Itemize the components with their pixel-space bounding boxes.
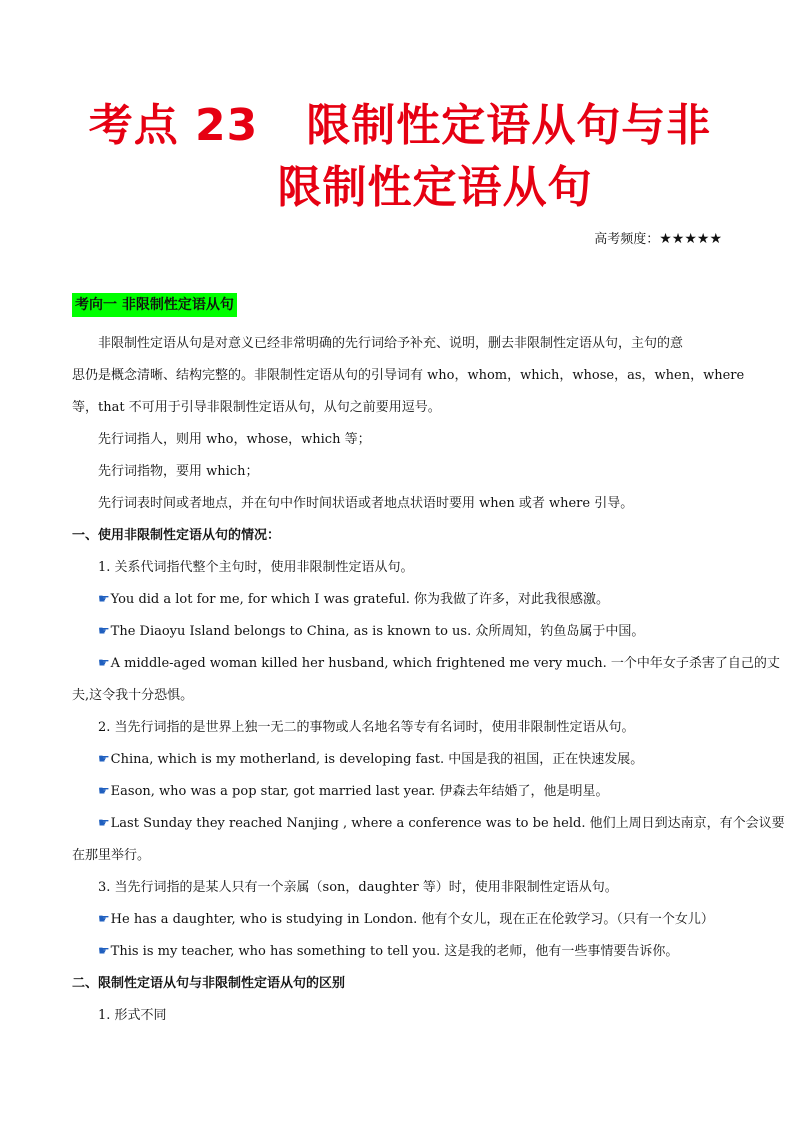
pointing-hand-icon: ☛	[98, 816, 110, 831]
pointing-hand-icon: ☛	[98, 656, 110, 671]
exam-frequency	[594, 228, 722, 247]
pointing-hand-icon: ☛	[98, 624, 110, 639]
case-item: 2. 当先行词指的是世界上独一无二的事物或人名地名等专有名词时，使用非限制性定语从句。	[98, 720, 635, 735]
example-text: Eason, who was a pop star, got married last year. 伊森去年结婚了，他是明星。	[110, 784, 609, 799]
example-text: This is my teacher, who has something to tell you. 这是我的老师，他有一些事情要告诉你。	[110, 944, 679, 959]
example-line	[72, 808, 785, 840]
example-line	[72, 648, 780, 680]
example-line	[72, 936, 724, 968]
title-label: 考点 23	[88, 100, 259, 151]
example-line	[72, 776, 724, 808]
pointing-hand-icon: ☛	[98, 752, 110, 767]
example-text: Last Sunday they reached Nanjing , where a conference was to be held. 他们上周日到达南京，有个会议要	[110, 816, 785, 831]
paragraph: 先行词表时间或者地点，并在句中作时间状语或者地点状语时要用 when 或者 where 引导。	[98, 496, 634, 511]
example-text: The Diaoyu Island belongs to China, as is known to us. 众所周知，钓鱼岛属于中国。	[110, 624, 645, 639]
example-continuation: 夫,这令我十分恐惧。	[72, 688, 194, 703]
pointing-hand-icon: ☛	[98, 944, 110, 959]
star-rating-icon: ★★★★★	[659, 231, 722, 247]
example-text: He has a daughter, who is studying in London. 他有个女儿，现在正在伦敦学习。（只有一个女儿）	[110, 912, 714, 927]
example-text: China, which is my motherland, is developing fast. 中国是我的祖国，正在快速发展。	[110, 752, 644, 767]
part1-heading: 一、使用非限制性定语从句的情况：	[72, 528, 281, 543]
paragraph-line: 非限制性定语从句是对意义已经非常明确的先行词给予补充、说明，删去非限制性定语从句，主句的意	[98, 336, 684, 351]
section-heading: 考向一 非限制性定语从句	[72, 293, 237, 317]
example-continuation: 在那里举行。	[72, 848, 151, 863]
paragraph-line: 等，that 不可用于引导非限制性定语从句，从句之前要用逗号。	[72, 400, 441, 415]
paragraph-line: 思仍是概念清晰、结构完整的。非限制性定语从句的引导词有 who，whom，which，whose，as，when，where	[72, 368, 745, 383]
frequency-label: 高考频度：	[594, 232, 660, 247]
pointing-hand-icon: ☛	[98, 784, 110, 799]
example-line	[72, 584, 724, 616]
case-item: 3. 当先行词指的是某人只有一个亲属（son，daughter 等）时，使用非限制性定语从句。	[98, 880, 618, 895]
page-title-line-1	[70, 100, 730, 151]
example-text: You did a lot for me, for which I was grateful. 你为我做了许多，对此我很感激。	[110, 592, 610, 607]
example-text: A middle-aged woman killed her husband, which frightened me very much. 一个中年女子杀害了自己的丈	[110, 656, 780, 671]
pointing-hand-icon: ☛	[98, 912, 110, 927]
part2-heading: 二、限制性定语从句与非限制性定语从句的区别	[72, 976, 346, 991]
title-text-1: 限制性定语从句与非	[306, 100, 712, 151]
part2-item: 1. 形式不同	[98, 1008, 167, 1023]
case-item: 1. 关系代词指代整个主句时，使用非限制性定语从句。	[98, 560, 414, 575]
paragraph: 先行词指物，要用 which；	[98, 464, 259, 479]
page-title-line-2	[70, 162, 730, 213]
example-line	[72, 904, 724, 936]
title-text-2: 限制性定语从句	[277, 162, 593, 213]
example-line	[72, 616, 724, 648]
paragraph: 先行词指人，则用 who，whose，which 等；	[98, 432, 371, 447]
pointing-hand-icon: ☛	[98, 592, 110, 607]
document-body	[72, 328, 785, 1032]
example-line	[72, 744, 724, 776]
